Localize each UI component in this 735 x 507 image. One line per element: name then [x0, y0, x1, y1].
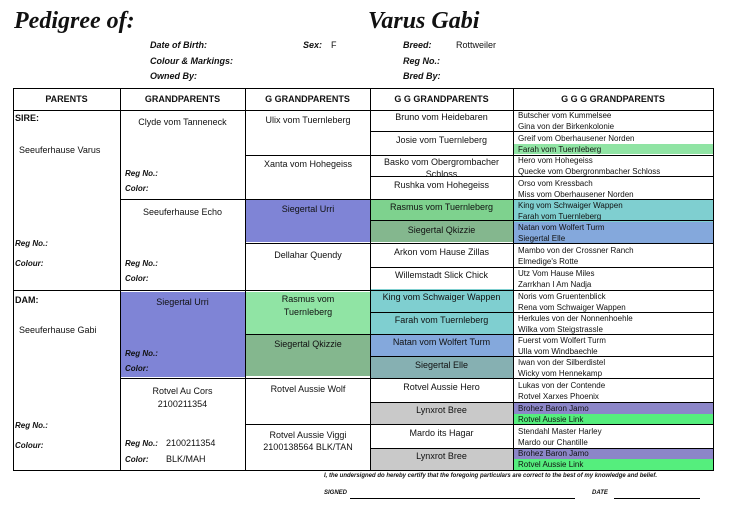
gp3-reg-label: Reg No.: — [125, 349, 158, 358]
gggg-1: Butscher vom Kummelsee — [518, 111, 612, 120]
gp-dam-dam: Rotvel Au Cors — [152, 386, 213, 396]
col-header-parents: PARENTS — [45, 94, 88, 104]
colour-markings-label: Colour & Markings: — [150, 56, 234, 66]
gp4-color-value: BLK/MAH — [166, 454, 206, 464]
gggg-30: Mardo our Chantille — [518, 438, 588, 447]
gp-dam-dam-reg: 2100211354 — [157, 399, 208, 409]
gg-4: Dellahar Quendy — [274, 250, 342, 260]
ggg-parent-8: Willemstadt Slick Chick — [394, 270, 488, 280]
sire-name: Seeuferhause Varus — [19, 145, 101, 155]
gggg-26: Rotvel Xarxes Phoenix — [518, 392, 599, 401]
sex-label: Sex: — [303, 40, 323, 50]
col-header-ggg-grandparents: G G G GRANDPARENTS — [561, 94, 665, 104]
gg-1: Ulix vom Tuernleberg — [265, 115, 351, 125]
date-line — [614, 498, 700, 499]
gggg-2: Gina von der Birkenkolonie — [518, 122, 615, 131]
date-label: DATE — [592, 490, 608, 496]
gggg-31: Brohez Baron Jamo — [518, 449, 589, 458]
gggg-14: Elmedige's Rotte — [518, 257, 579, 266]
ggg-parent-6: Siegertal Qkizzie — [407, 225, 476, 235]
pedigree-label: Pedigree of: — [14, 8, 135, 34]
owned-by-label: Owned By: — [150, 71, 198, 81]
gggg-27: Brohez Baron Jamo — [518, 404, 589, 413]
ggg-parent-15: Mardo its Hagar — [409, 428, 474, 438]
gp1-reg-label: Reg No.: — [125, 169, 158, 178]
gg-3: Siegertal Urri — [281, 204, 335, 214]
ggg-parent-3: Basko vom Obergrombacher Schloss — [383, 157, 500, 179]
gggg-6: Quecke vom Obergronmbacher Schloss — [518, 167, 661, 176]
gggg-3: Greif vom Oberhausener Norden — [518, 134, 635, 143]
gp2-color-label: Color: — [125, 274, 149, 283]
dog-name: Varus Gabi — [368, 8, 480, 34]
gp1-color-label: Color: — [125, 184, 149, 193]
sire-colour-label: Colour: — [15, 259, 44, 268]
ggg-parent-5: Rasmus vom Tuernleberg — [389, 202, 494, 212]
dam-name: Seeuferhause Gabi — [19, 325, 97, 335]
gggg-32: Rotvel Aussie Link — [518, 460, 584, 469]
gggg-24: Wicky vom Hennekamp — [518, 369, 603, 378]
gg-8-reg: 2100138564 BLK/TAN — [263, 442, 353, 452]
gggg-5: Hero vom Hohegeiss — [518, 156, 593, 165]
gggg-10: Farah vom Tuernleberg — [518, 212, 602, 221]
ggg-parent-13: Rotvel Aussie Hero — [403, 382, 480, 392]
gggg-12: Siegertal Elle — [518, 234, 566, 243]
gggg-20: Wilka vom Steigstrassle — [518, 325, 603, 334]
gggg-13: Mambo von der Crossner Ranch — [518, 246, 634, 255]
sire-reg-label: Reg No.: — [15, 239, 48, 248]
gp4-color-label: Color: — [125, 455, 149, 464]
signed-line — [350, 498, 575, 499]
gg-5: Rasmus vom Tuernleberg — [281, 294, 335, 317]
gg-2: Xanta vom Hohegeiss — [263, 159, 353, 169]
gp-sire-sire: Clyde vom Tanneneck — [138, 117, 227, 127]
ggg-parent-7: Arkon vom Hause Zillas — [393, 247, 490, 257]
gggg-28: Rotvel Aussie Link — [518, 415, 584, 424]
gp4-reg-value: 2100211354 — [166, 438, 216, 448]
gp4-reg-label: Reg No.: — [125, 439, 158, 448]
ggg-parent-9: King vom Schwaiger Wappen — [382, 292, 501, 302]
dam-label: DAM: — [15, 295, 39, 305]
sire-label: SIRE: — [15, 113, 40, 123]
gp-sire-dam: Seeuferhause Echo — [142, 207, 223, 217]
gggg-8: Miss vom Oberhausener Norden — [518, 190, 634, 199]
gggg-22: Ulla vom Windbaechle — [518, 347, 598, 356]
gg-6: Siegertal Qkizzie — [274, 339, 342, 349]
breed-label: Breed: — [403, 40, 432, 50]
gg-7: Rotvel Aussie Wolf — [270, 384, 346, 394]
gggg-23: Iwan von der Silberdistel — [518, 358, 606, 367]
ggg-parent-11: Natan vom Wolfert Turm — [392, 337, 491, 347]
gp-dam-sire: Siegertal Urri — [156, 297, 209, 307]
gggg-15: Utz Vom Hause Miles — [518, 269, 595, 278]
gggg-4: Farah vom Tuernleberg — [518, 145, 602, 154]
ggg-parent-12: Siegertal Elle — [414, 360, 469, 370]
col-header-g-grandparents: G GRANDPARENTS — [265, 94, 350, 104]
dam-reg-label: Reg No.: — [15, 421, 48, 430]
dob-label: Date of Birth: — [150, 40, 207, 50]
col-header-grandparents: GRANDPARENTS — [144, 94, 221, 104]
gggg-17: Noris vom Gruentenblick — [518, 292, 606, 301]
gg-8: Rotvel Aussie Viggi — [269, 430, 347, 440]
gggg-19: Herkules von der Nonnenhoehle — [518, 314, 633, 323]
gggg-7: Orso vom Kressbach — [518, 179, 593, 188]
sex-value: F — [331, 40, 337, 50]
ggg-parent-16: Lynxrot Bree — [416, 451, 467, 461]
breed-value: Rottweiler — [456, 40, 497, 50]
ggg-parent-10: Farah vom Tuernleberg — [394, 315, 489, 325]
gggg-18: Rena vom Schwaiger Wappen — [518, 303, 626, 312]
gp2-reg-label: Reg No.: — [125, 259, 158, 268]
ggg-parent-2: Josie vom Tuernleberg — [395, 135, 488, 145]
gggg-29: Stendahl Master Harley — [518, 427, 602, 436]
ggg-parent-4: Rushka vom Hohegeiss — [393, 180, 490, 190]
gggg-16: Zarrkhan I Am Nadja — [518, 280, 592, 289]
gggg-25: Lukas von der Contende — [518, 381, 606, 390]
dam-colour-label: Colour: — [15, 441, 44, 450]
gp3-color-label: Color: — [125, 364, 149, 373]
ggg-parent-14: Lynxrot Bree — [416, 405, 467, 415]
signed-label: SIGNED — [324, 490, 348, 496]
col-header-gg-grandparents: G G GRANDPARENTS — [394, 94, 489, 104]
gggg-11: Natan vom Wolfert Turm — [518, 223, 605, 232]
bred-by-label: Bred By: — [403, 71, 441, 81]
gggg-21: Fuerst vom Wolfert Turm — [518, 336, 606, 345]
ggg-parent-1: Bruno vom Heidebaren — [395, 112, 488, 122]
reg-no-label: Reg No.: — [403, 56, 440, 66]
gggg-9: King vom Schwaiger Wappen — [518, 201, 623, 210]
certify-statement: I, the undersigned do hereby certify that the foregoing particulars are correct to the best of my knowledge and belief. — [324, 473, 658, 479]
